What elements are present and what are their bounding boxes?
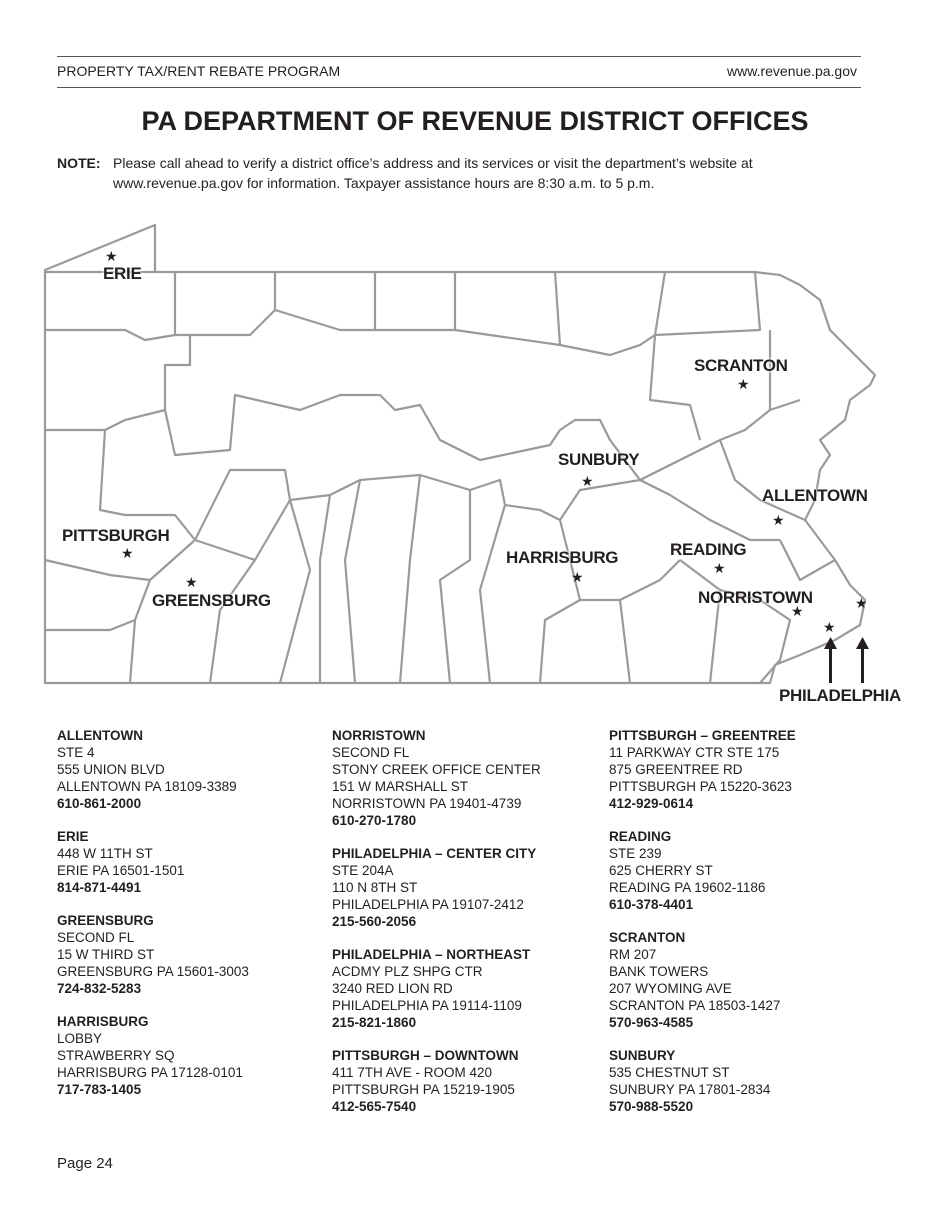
office-address-line: ACDMY PLZ SHPG CTR <box>332 964 483 979</box>
office-address-line: PHILADELPHIA PA 19114-1109 <box>332 998 522 1013</box>
program-name: PROPERTY TAX/RENT REBATE PROGRAM <box>57 63 341 79</box>
header-rule-top <box>57 56 861 57</box>
office-entry <box>609 1047 869 1115</box>
office-address-line: 207 WYOMING AVE <box>609 981 732 996</box>
allentown-star-icon: ★ <box>772 512 785 528</box>
erie-star-icon: ★ <box>105 248 118 264</box>
office-address-line: 151 W MARSHALL ST <box>332 779 469 794</box>
office-address-line: 555 UNION BLVD <box>57 762 165 777</box>
office-entry <box>57 828 317 896</box>
office-entry <box>609 727 869 812</box>
office-name: ALLENTOWN <box>57 728 143 743</box>
office-address-line: STE 4 <box>57 745 95 760</box>
page-title: PA DEPARTMENT OF REVENUE DISTRICT OFFICES <box>141 106 809 136</box>
office-address-line: 411 7TH AVE - ROOM 420 <box>332 1065 493 1080</box>
office-phone: 610-378-4401 <box>609 897 694 912</box>
harrisburg-star-icon: ★ <box>571 569 584 585</box>
office-address-line: STRAWBERRY SQ <box>57 1048 175 1063</box>
note-text: Please call ahead to verify a district office’s address and its services or visit the department’s website at www.revenue.pa.gov for information. Taxpayer assistance hours are 8:30 a.m. to 5 p.m. <box>113 155 753 191</box>
map-label-philadelphia: PHILADELPHIA <box>779 686 902 705</box>
office-address-line: STE 204A <box>332 863 394 878</box>
map-label-pittsburgh: PITTSBURGH <box>62 526 170 545</box>
map-label-allentown: ALLENTOWN <box>762 486 868 505</box>
map-label-erie: ERIE <box>103 264 142 283</box>
office-name: NORRISTOWN <box>332 728 426 743</box>
office-name: PHILADELPHIA – NORTHEAST <box>332 947 531 962</box>
office-phone: 215-821-1860 <box>332 1015 417 1030</box>
note <box>57 153 857 193</box>
office-entry <box>332 946 592 1031</box>
scranton-star-icon: ★ <box>737 376 750 392</box>
office-phone: 412-565-7540 <box>332 1099 417 1114</box>
office-name: PHILADELPHIA – CENTER CITY <box>332 846 537 861</box>
office-column-3 <box>609 727 869 1131</box>
office-address-line: READING PA 19602-1186 <box>609 880 766 895</box>
map-label-scranton: SCRANTON <box>694 356 788 375</box>
norristown-star-icon: ★ <box>791 603 804 619</box>
pa-county-map <box>0 215 950 695</box>
office-entry <box>57 1013 317 1098</box>
office-address-line: 15 W THIRD ST <box>57 947 155 962</box>
office-address-line: 11 PARKWAY CTR STE 175 <box>609 745 780 760</box>
office-address-line: GREENSBURG PA 15601-3003 <box>57 964 249 979</box>
office-entry <box>609 828 869 913</box>
office-address-line: LOBBY <box>57 1031 103 1046</box>
philadelphia-cc-star-icon: ★ <box>823 619 836 635</box>
philadelphia-ne-star-icon: ★ <box>855 595 868 611</box>
office-entry <box>332 727 592 829</box>
office-address-line: STONY CREEK OFFICE CENTER <box>332 762 541 777</box>
office-address-line: 535 CHESTNUT ST <box>609 1065 730 1080</box>
office-name: READING <box>609 829 672 844</box>
office-address-line: NORRISTOWN PA 19401-4739 <box>332 796 522 811</box>
greensburg-star-icon: ★ <box>185 574 198 590</box>
office-address-line: RM 207 <box>609 947 657 962</box>
office-address-line: PITTSBURGH PA 15220-3623 <box>609 779 792 794</box>
office-phone: 412-929-0614 <box>609 796 694 811</box>
office-phone: 724-832-5283 <box>57 981 142 996</box>
office-address-line: 875 GREENTREE RD <box>609 762 743 777</box>
pittsburgh-star-icon: ★ <box>121 545 134 561</box>
office-phone: 215-560-2056 <box>332 914 417 929</box>
office-address-line: PITTSBURGH PA 15219-1905 <box>332 1082 515 1097</box>
office-address-line: 3240 RED LION RD <box>332 981 453 996</box>
office-address-line: BANK TOWERS <box>609 964 709 979</box>
sunbury-star-icon: ★ <box>581 473 594 489</box>
office-name: HARRISBURG <box>57 1014 149 1029</box>
website-link[interactable]: www.revenue.pa.gov <box>727 63 857 79</box>
header-rule-bottom <box>57 87 861 88</box>
map-label-harrisburg: HARRISBURG <box>506 548 619 567</box>
map-label-greensburg: GREENSBURG <box>152 591 271 610</box>
office-address-line: SCRANTON PA 18503-1427 <box>609 998 781 1013</box>
office-entry <box>57 912 317 997</box>
office-address-line: HARRISBURG PA 17128-0101 <box>57 1065 243 1080</box>
office-phone: 814-871-4491 <box>57 880 142 895</box>
office-address-line: SECOND FL <box>332 745 410 760</box>
office-address-line: ALLENTOWN PA 18109-3389 <box>57 779 237 794</box>
office-column-1 <box>57 727 317 1114</box>
office-column-2 <box>332 727 592 1131</box>
office-phone: 570-988-5520 <box>609 1099 694 1114</box>
philadelphia-arrows <box>820 637 870 683</box>
office-entry <box>332 1047 592 1115</box>
note-label: NOTE: <box>57 155 101 171</box>
office-address-line: STE 239 <box>609 846 662 861</box>
map-label-sunbury: SUNBURY <box>558 450 640 469</box>
office-entry <box>332 845 592 930</box>
office-address-line: 110 N 8TH ST <box>332 880 418 895</box>
office-name: PITTSBURGH – GREENTREE <box>609 728 796 743</box>
office-name: ERIE <box>57 829 89 844</box>
office-name: SUNBURY <box>609 1048 676 1063</box>
office-address-line: PHILADELPHIA PA 19107-2412 <box>332 897 524 912</box>
office-entry <box>57 727 317 812</box>
map-label-norristown: NORRISTOWN <box>698 588 813 607</box>
office-entry <box>609 929 869 1031</box>
office-name: GREENSBURG <box>57 913 154 928</box>
office-address-line: ERIE PA 16501-1501 <box>57 863 185 878</box>
office-phone: 570-963-4585 <box>609 1015 694 1030</box>
page-number: Page 24 <box>57 1155 113 1172</box>
office-phone: 610-861-2000 <box>57 796 142 811</box>
office-address-line: SUNBURY PA 17801-2834 <box>609 1082 771 1097</box>
office-address-line: 625 CHERRY ST <box>609 863 713 878</box>
office-phone: 610-270-1780 <box>332 813 417 828</box>
office-address-line: 448 W 11TH ST <box>57 846 153 861</box>
office-phone: 717-783-1405 <box>57 1082 142 1097</box>
office-name: SCRANTON <box>609 930 686 945</box>
map-label-reading: READING <box>670 540 747 559</box>
office-address-line: SECOND FL <box>57 930 135 945</box>
office-name: PITTSBURGH – DOWNTOWN <box>332 1048 519 1063</box>
reading-star-icon: ★ <box>713 560 726 576</box>
